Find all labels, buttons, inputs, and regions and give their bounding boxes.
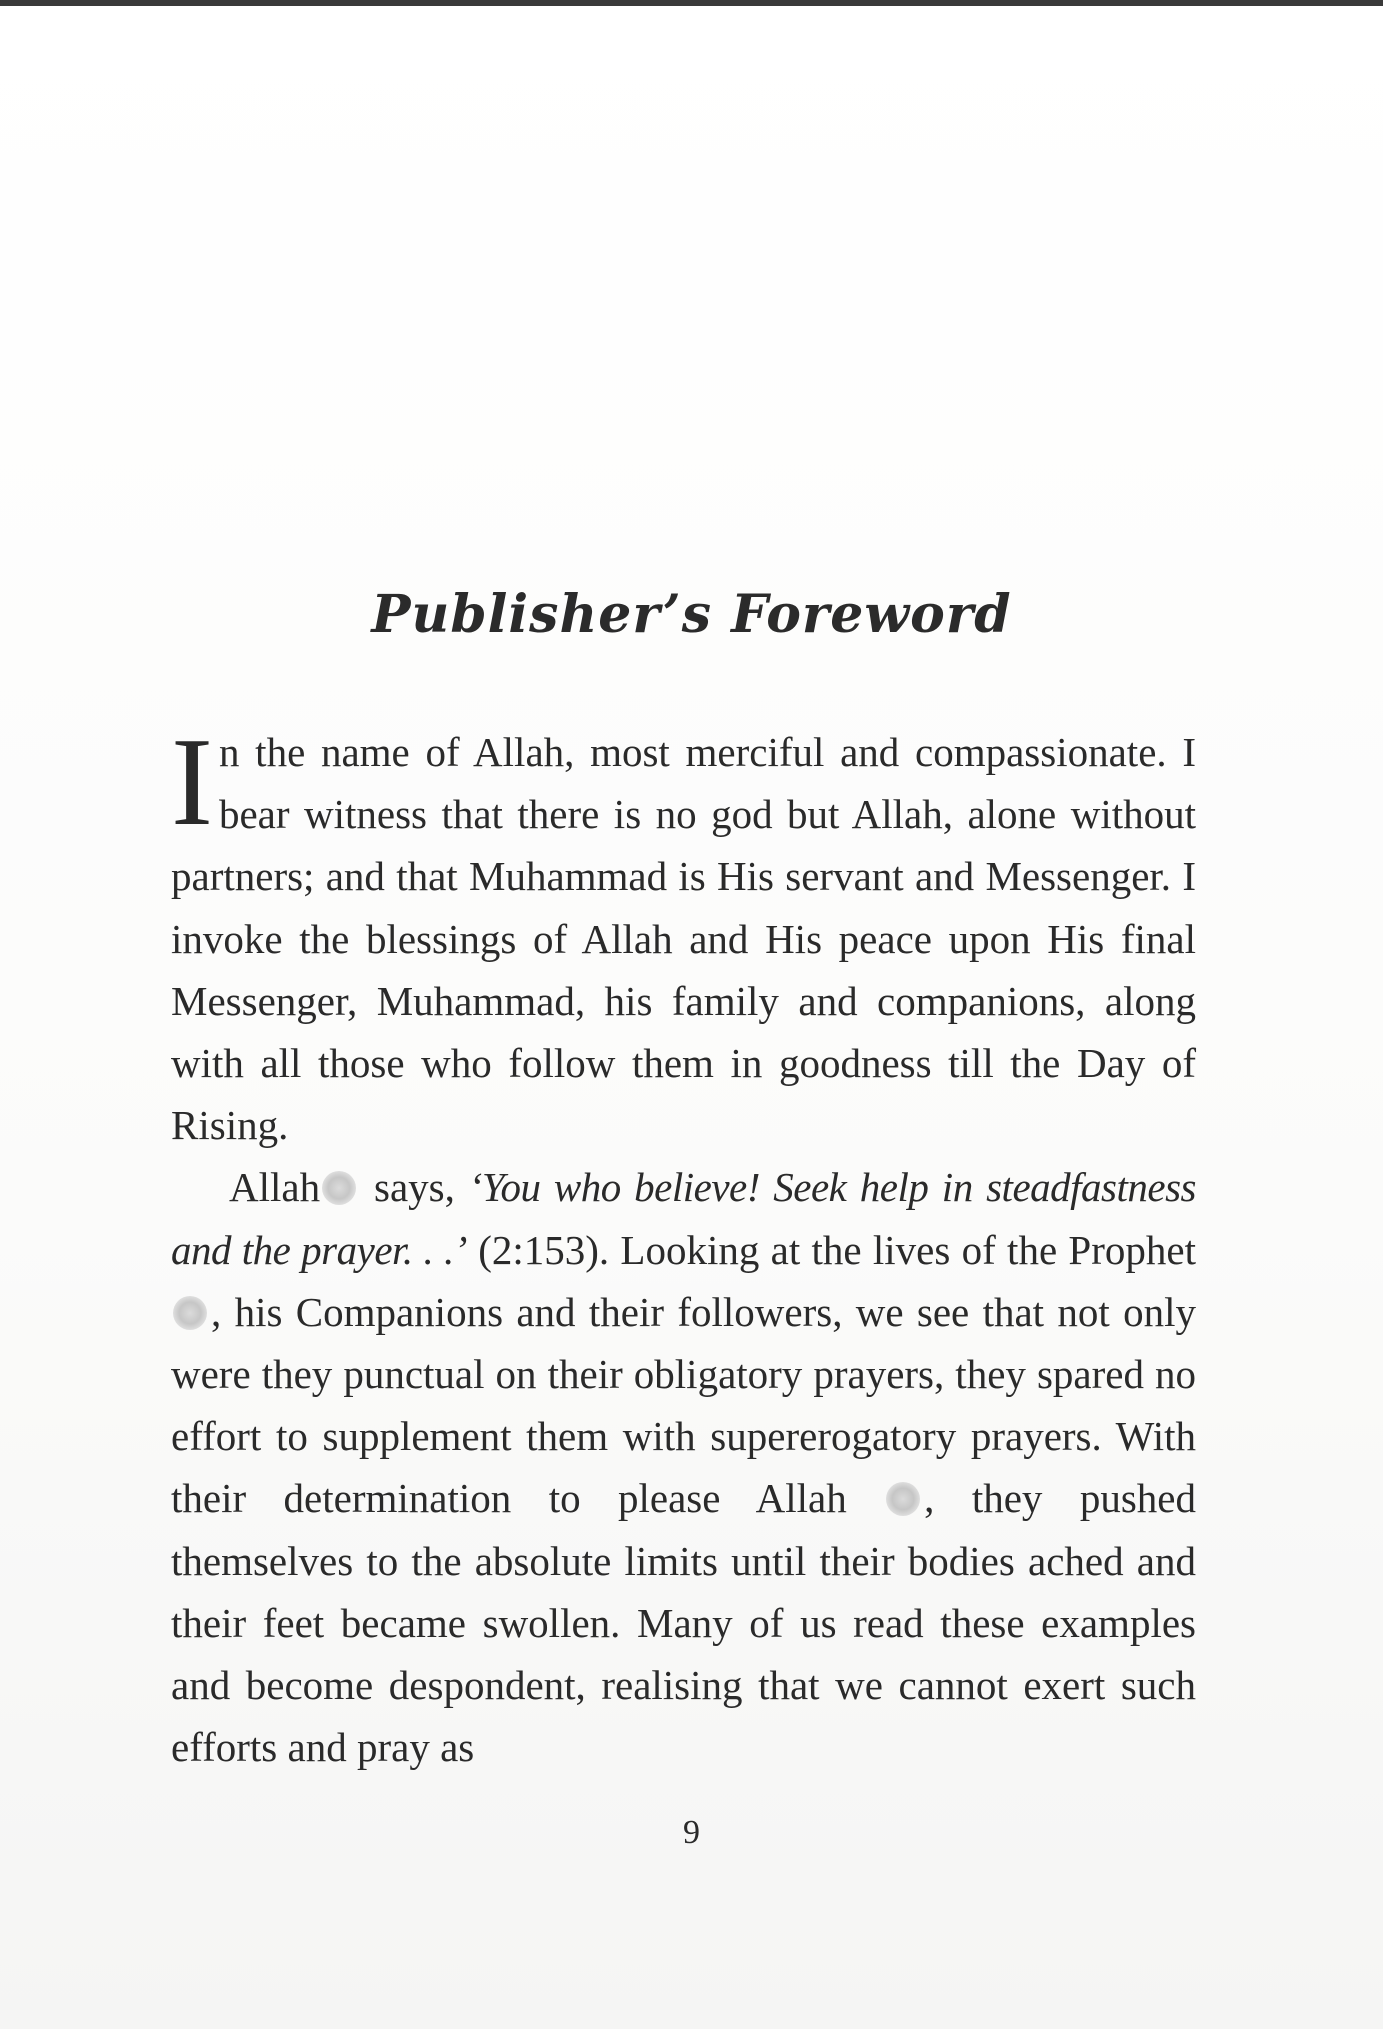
book-page bbox=[0, 6, 1383, 2029]
honorific-seal-icon bbox=[886, 1482, 920, 1516]
body-text bbox=[171, 713, 1196, 1778]
honorific-seal-icon bbox=[322, 1171, 356, 1205]
paragraph-1 bbox=[171, 713, 1196, 1156]
p2-companions: , his Companions and their followers, we see that not only were they punctual on their obligatory prayers, they spared no effort to supplement them with supererogatory prayers. With their determination to please Allah bbox=[171, 1288, 1196, 1522]
honorific-seal-icon bbox=[173, 1296, 207, 1330]
page-number: 9 bbox=[683, 1814, 700, 1851]
paragraph-1-text: n the name of Allah, most merciful and compassionate. I bear witness that there is no god but Allah, alone without partners; and that Muhammad is His servant and Messenger. I invoke the blessings of Allah and His peace upon His final Messenger, Muhammad, his family and companions, along with all those who follow them in goodness till the Day of Rising. bbox=[171, 729, 1196, 1149]
paragraph-2 bbox=[171, 1156, 1196, 1778]
page-title: Publisher’s Foreword bbox=[371, 584, 1012, 645]
quran-quote: ‘You who believe! Seek help in steadfastness and the prayer. . .’ bbox=[171, 1164, 1196, 1273]
p2-says: says, bbox=[360, 1164, 469, 1211]
p2-reference: (2:153). Looking at the lives of the Prophet bbox=[466, 1226, 1196, 1273]
p2-allah: Allah bbox=[229, 1164, 321, 1211]
p2-ending: , they pushed themselves to the absolute limits until their bodies ached and their feet became swollen. Many of us read these examples and become despondent, realising that we cannot exert such efforts and pray as bbox=[171, 1475, 1196, 1771]
drop-cap: I bbox=[171, 713, 213, 852]
